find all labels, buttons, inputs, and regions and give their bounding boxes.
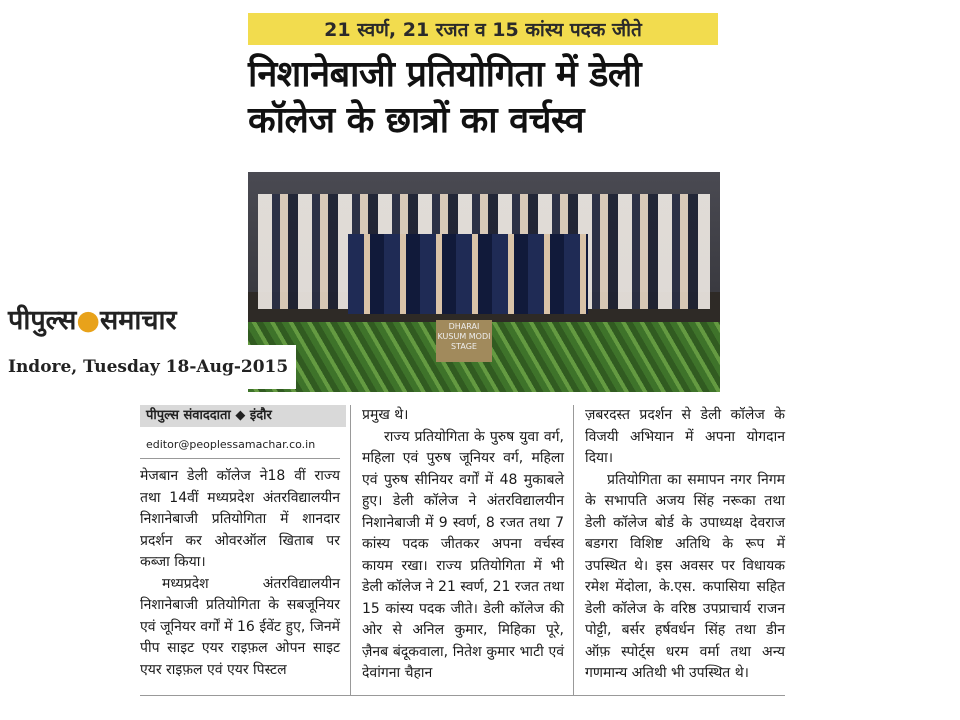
dateline: Indore, Tuesday 18-Aug-2015 [0,345,296,389]
headline-line-1: निशानेबाजी प्रतियोगिता में डेली [248,54,642,95]
stage-plaque: DHARAI KUSUM MODI STAGE [436,320,492,362]
column-divider [573,405,574,695]
news-photo [248,172,720,392]
byline-email: editor@peoplessamachar.co.in [146,438,316,451]
byline-divider [140,458,340,459]
headline-kicker: 21 स्वर्ण, 21 रजत व 15 कांस्य पदक जीते [248,13,718,45]
paragraph: मध्यप्रदेश अंतरविद्यालयीन निशानेबाजी प्रतियोगिता के सबजूनियर एवं जूनियर वर्गों में 16 ईवेंट हुए, जिनमें पीप साइट एयर राइफ़ल ओपन साइट एयर राइफ़ल एवं एयर पिस्टल [140,575,340,678]
paragraph: मेजबान डेली कॉलेज ने18 वीं राज्य तथा 14वीं मध्यप्रदेश अंतरविद्यालयीन निशानेबाजी प्रतियोगिता में शानदार प्रदर्शन कर ओवरऑल खिताब पर कब्जा किया। [140,468,340,570]
headline-line-2: कॉलेज के छात्रों का वर्चस्व [248,100,584,141]
article-column-2 [362,405,564,685]
paragraph: राज्य प्रतियोगिता के पुरुष युवा वर्ग, महिला एवं पुरुष जूनियर वर्ग, महिला एवं पुरुष सीनियर वर्गों में 48 मुकाबले हुए। डेली कॉलेज ने अंतरविद्यालयीन निशानेबाजी में 9 स्वर्ण, 8 रजत तथा 7 कांस्य पदक जीतकर अपना वर्चस्व कायम रखा। राज्य प्रतियोगिता में भी डेली कॉलेज ने 21 स्वर्ण, 21 रजत तथा 15 कांस्य पदक जीते। डेली कॉलेज की ओर से अनिल कुमार, मिहिका पूरे, ज़ैनब बंदूकवाला, नितेश कुमार भाटी एवं देवांगना चैहान [362,428,564,681]
article-column-1 [140,466,340,681]
newspaper-masthead [8,300,177,337]
student-front-row [348,234,588,314]
article-bottom-rule [140,695,785,696]
masthead-name-part1: पीपुल्स [8,305,77,336]
paragraph: प्रमुख थे। [362,407,409,423]
byline: पीपुल्स संवाददाता ◆ इंदौर [140,405,346,427]
masthead-name-part2: समाचार [99,305,177,336]
location-pin-icon: ● [76,305,100,336]
headline [248,52,720,144]
paragraph: प्रतियोगिता का समापन नगर निगम के सभापति अजय सिंह नरूका तथा डेली कॉलेज बोर्ड के उपाध्यक्ष देवराज बडगरा विशिष्ट अतिथि के रूप में उपस्थित थे। इस अवसर पर विधायक रमेश मेंदोला, के.एस. कपासिया सहित डेली कॉलेज के वरिष्ठ उपप्राचार्य राजन पोट्टी, बर्सर हर्षवर्धन सिंह तथा डीन ऑफ़ स्पोर्ट्स धरम वर्मा तथा अन्य गणमान्य अतिथी भी उपस्थित थे। [585,471,785,681]
article-column-3 [585,405,785,685]
column-divider [350,405,351,695]
paragraph: ज़बरदस्त प्रदर्शन से डेली कॉलेज के विजयी अभियान में अपना योगदान दिया। [585,407,785,466]
